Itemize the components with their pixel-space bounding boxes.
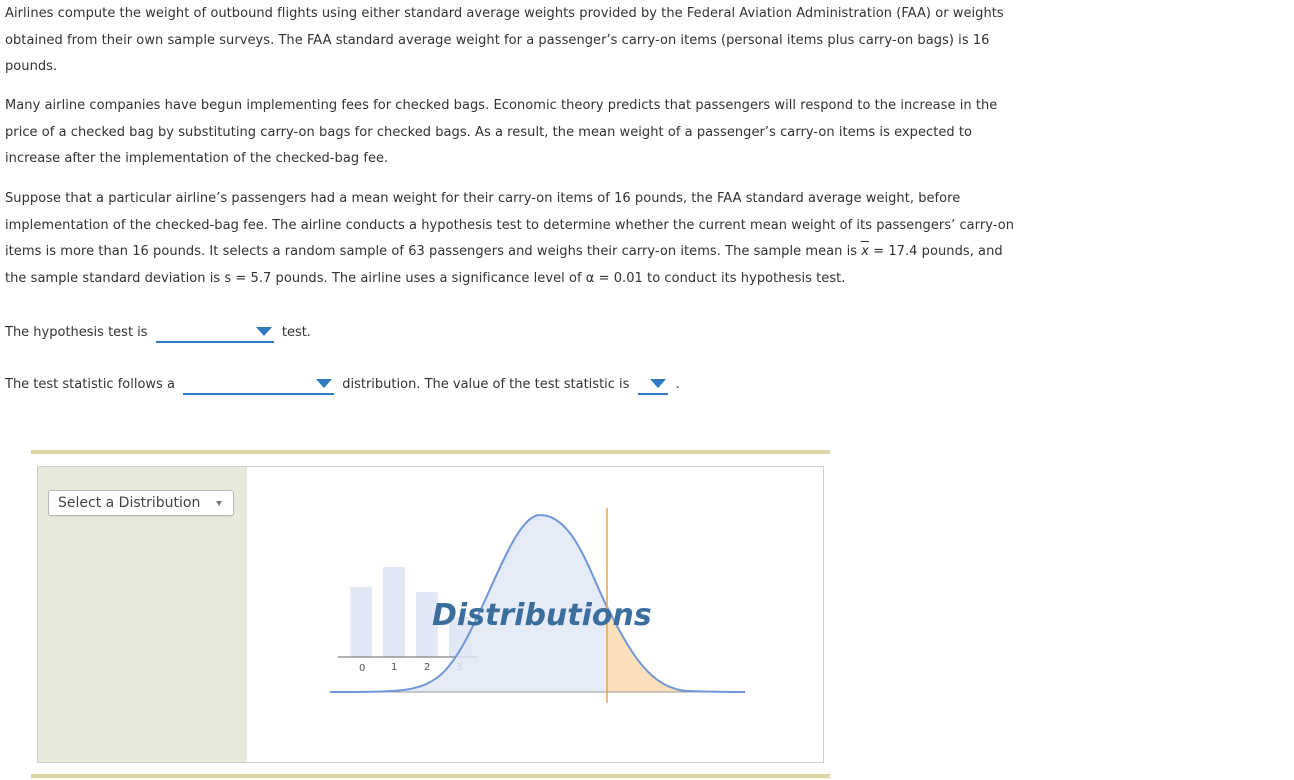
sample-mean-symbol: x xyxy=(861,239,869,266)
chevron-down-icon xyxy=(650,379,666,388)
distributions-placeholder-graphic xyxy=(38,467,823,762)
question-statistic-middle: distribution. The value of the test statistic is xyxy=(342,377,630,392)
setup-text-part-1: Suppose that a particular airline’s passengers had a mean weight for their carry-on items of 16 pounds, the FAA standard average weight, before implementation of the checked-bag fee. The airline conducts a hypothesis test to determine whether the current mean weight of its passengers’ carry-on items is more than 16 pounds. It selects a random sample of 63 passengers and weighs their carry-on items. The sample mean is xyxy=(5,191,1015,259)
axis-tick-label: 2 xyxy=(424,662,431,673)
economic-theory-paragraph: Many airline companies have begun implementing fees for checked bags. Economic theory predicts that passengers will respond to the increase in the price of a checked bag by substituting carry-on bags for checked bags. As a result, the mean weight of a passenger’s carry-on items is expected to increase after the implementation of the checked-bag fee. xyxy=(5,98,998,166)
hypothesis-setup-paragraph xyxy=(5,186,1025,292)
tool-panel-top-border xyxy=(31,450,830,454)
distribution-tool-panel xyxy=(37,466,824,763)
axis-tick-label: 1 xyxy=(391,662,398,673)
intro-paragraph: Airlines compute the weight of outbound flights using either standard average weights provided by the Federal Aviation Administration (FAA) or weights obtained from their own sample surveys. The FAA standard average weight for a passenger’s carry-on items (personal items plus carry-on bags) is 16 pounds. xyxy=(5,6,1004,74)
question-test-statistic xyxy=(5,373,680,395)
question-test-type-suffix: test. xyxy=(281,325,311,340)
question-test-type-prefix: The hypothesis test is xyxy=(5,325,148,340)
test-statistic-dropdown[interactable] xyxy=(638,373,668,395)
histogram-bar xyxy=(383,567,405,657)
chevron-down-icon xyxy=(316,379,332,388)
question-test-type xyxy=(5,321,311,343)
test-type-dropdown[interactable] xyxy=(156,321,274,343)
histogram-bar xyxy=(350,587,372,657)
distribution-dropdown[interactable] xyxy=(183,373,334,395)
distributions-title: Distributions xyxy=(432,598,652,633)
tool-panel-bottom-border xyxy=(31,774,830,778)
axis-tick-label: 0 xyxy=(359,663,366,674)
chevron-down-icon xyxy=(256,327,272,336)
select-distribution-label: Select a Distribution xyxy=(58,495,201,511)
question-distribution-prefix: The test statistic follows a xyxy=(5,377,175,392)
question-statistic-suffix: . xyxy=(675,377,680,392)
setup-text-part-2: = 17.4 pounds, and the sample standard deviation is s = 5.7 pounds. The airline uses a significance level of α = 0.01 to conduct its hypothesis test. xyxy=(5,244,1003,286)
